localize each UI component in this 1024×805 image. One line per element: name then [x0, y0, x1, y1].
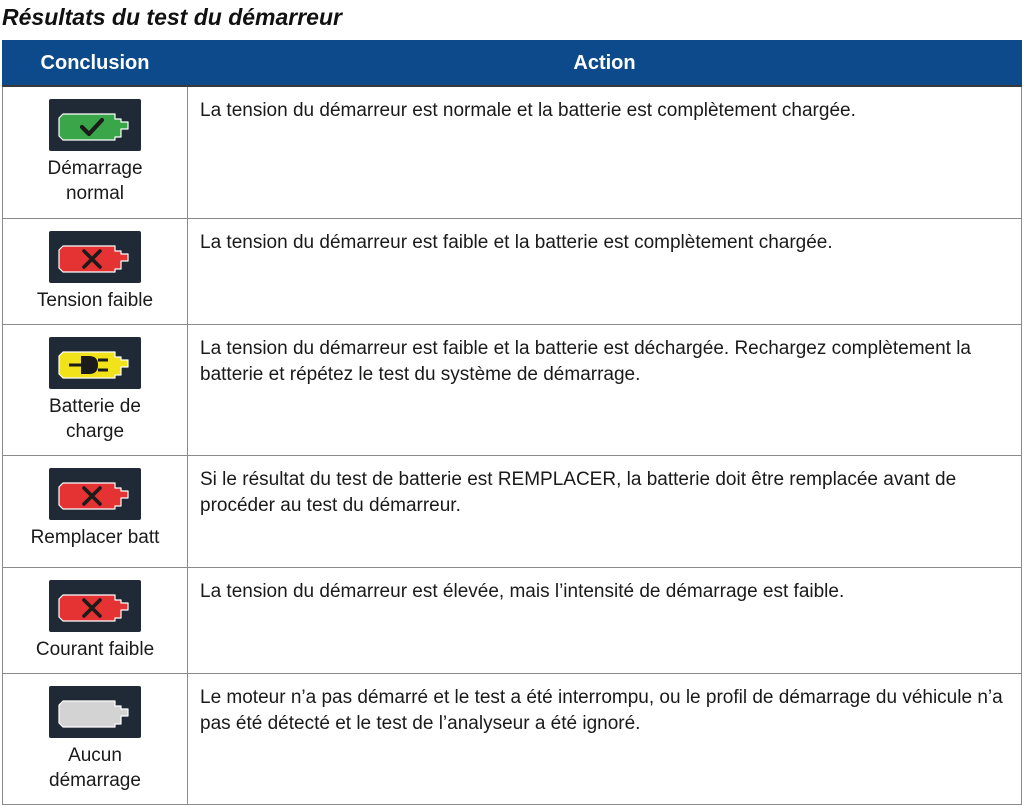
- conclusion-label-line: Démarrage: [47, 158, 143, 179]
- conclusion-label: [3, 525, 187, 550]
- battery-x-icon-graphic: [49, 468, 141, 520]
- conclusion-label-line: Batterie de: [49, 395, 141, 417]
- conclusion-label: [3, 637, 187, 662]
- action-text: La tension du démarreur est élevée, mais l’intensité de démarrage est faible.: [188, 567, 1022, 673]
- battery-plug-icon: [49, 337, 141, 389]
- starter-results-table: [2, 40, 1022, 805]
- battery-blank-icon-graphic: [49, 686, 141, 738]
- battery-plug-icon-graphic: [49, 337, 141, 389]
- battery-check-icon-graphic: [49, 99, 141, 151]
- conclusion-cell: [3, 455, 188, 567]
- battery-blank-icon: [49, 686, 141, 738]
- conclusion-cell: [3, 86, 188, 218]
- conclusion-label-line: charge: [65, 420, 125, 442]
- conclusion-cell: [3, 324, 188, 455]
- table-row: [3, 455, 1022, 567]
- table-header-row: [3, 41, 1022, 87]
- page-title: Résultats du test du démarreur: [2, 4, 342, 30]
- battery-x-icon: [49, 468, 141, 520]
- column-header-action: Action: [188, 41, 1022, 87]
- action-text: La tension du démarreur est normale et la batterie est complètement chargée.: [188, 86, 1022, 218]
- action-text: Si le résultat du test de batterie est REMPLACER, la batterie doit être remplacée avant de procéder au test du démarreur.: [188, 455, 1022, 567]
- battery-x-icon-graphic: [49, 580, 141, 632]
- conclusion-label: [3, 394, 187, 444]
- conclusion-cell: [3, 673, 188, 804]
- table-row: [3, 324, 1022, 455]
- action-text: La tension du démarreur est faible et la batterie est complètement chargée.: [188, 218, 1022, 324]
- conclusion-label: [3, 288, 187, 313]
- battery-x-icon-graphic: [49, 231, 141, 283]
- action-text: Le moteur n’a pas démarré et le test a été interrompu, ou le profil de démarrage du véhicule n’a pas été détecté et le test de l’analyseur a été ignoré.: [188, 673, 1022, 804]
- conclusion-label-line: Courant faible: [35, 638, 155, 660]
- conclusion-label-line: Tension faible: [36, 289, 154, 311]
- table-row: [3, 567, 1022, 673]
- action-text: La tension du démarreur est faible et la batterie est déchargée. Rechargez complètement la batterie et répétez le test du système de démarrage.: [188, 324, 1022, 455]
- conclusion-label-line: Remplacer batt: [30, 526, 160, 548]
- table-row: [3, 673, 1022, 804]
- battery-check-icon: [49, 99, 141, 151]
- conclusion-cell: [3, 218, 188, 324]
- conclusion-cell: [3, 567, 188, 673]
- column-header-conclusion: Conclusion: [3, 41, 188, 87]
- conclusion-label: [3, 156, 187, 206]
- battery-x-icon: [49, 231, 141, 283]
- table-row: [3, 86, 1022, 218]
- conclusion-label: [3, 743, 187, 793]
- conclusion-label-line: normal: [65, 183, 125, 204]
- battery-x-icon: [49, 580, 141, 632]
- table-row: [3, 218, 1022, 324]
- conclusion-label-line: démarrage: [49, 769, 141, 791]
- conclusion-label-line: Aucun: [68, 744, 122, 766]
